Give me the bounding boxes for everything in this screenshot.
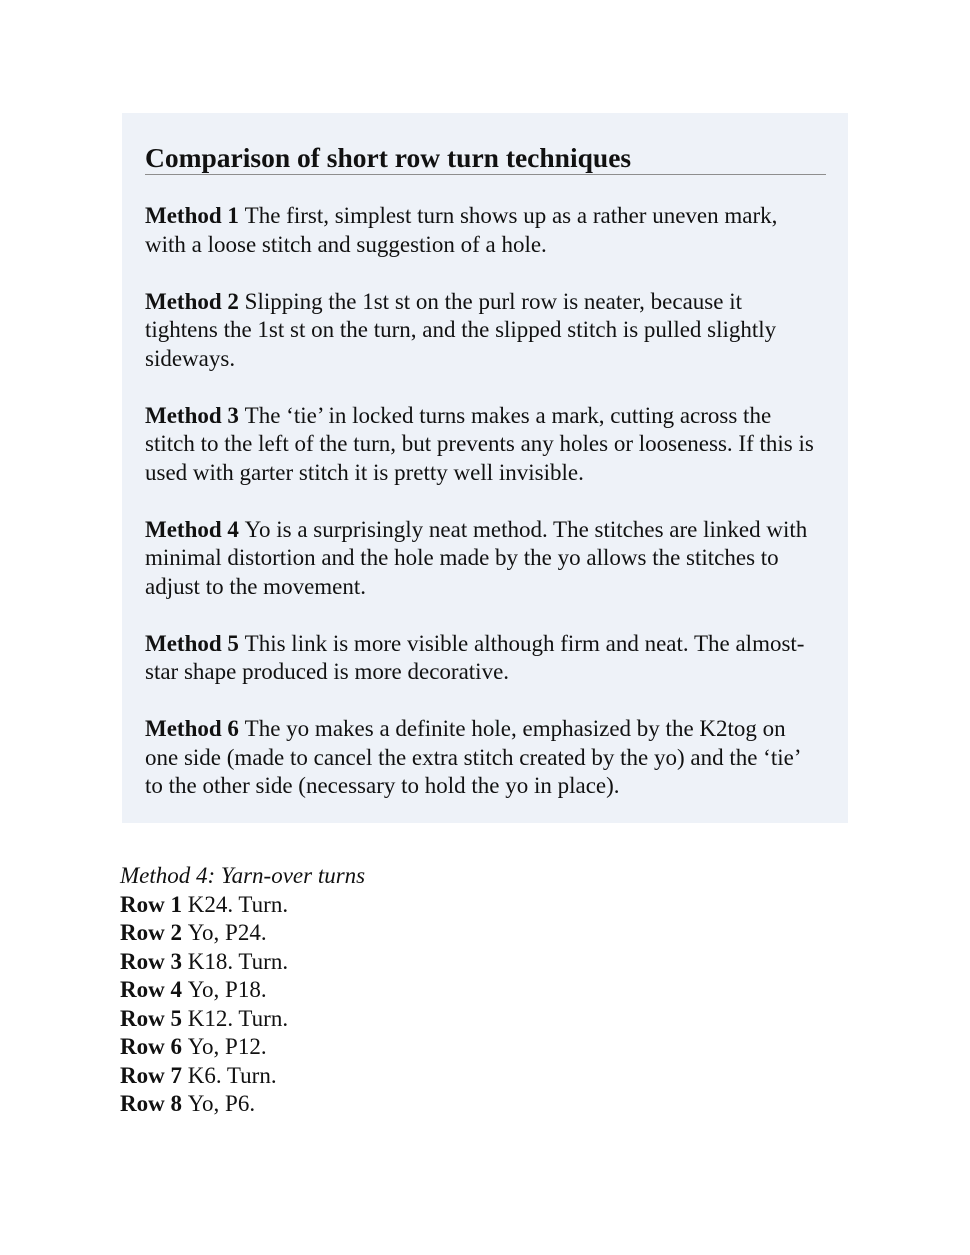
row-instruction: Yo, P12.: [187, 1034, 267, 1059]
method-label: Method 2: [145, 288, 239, 314]
method-text: The ‘tie’ in locked turns makes a mark, cutting across the: [244, 402, 772, 428]
row-label: Row 5: [120, 1005, 182, 1031]
method-label: Method 1: [145, 203, 239, 228]
method-text: Slipping the 1st st on the purl row is neater, because it: [244, 288, 742, 314]
row-instruction: K12. Turn.: [187, 1005, 289, 1031]
row-instruction: Yo, P18.: [187, 977, 267, 1002]
row-label: Row 6: [120, 1034, 182, 1059]
method-line: [145, 630, 826, 659]
row-label: Row 8: [120, 1091, 182, 1116]
row-instruction: K6. Turn.: [187, 1062, 277, 1088]
row-instruction: Yo, P6.: [187, 1091, 256, 1116]
method-5: [145, 630, 826, 687]
pattern-row: [120, 1005, 365, 1034]
pattern-row: [120, 1033, 365, 1062]
method-line: tightens the 1st st on the turn, and the slipped stitch is pulled slightly: [145, 317, 777, 342]
methods-list: [145, 202, 826, 801]
method-1: [145, 202, 826, 259]
row-instruction: K18. Turn.: [187, 948, 289, 974]
method-label: Method 5: [145, 630, 239, 656]
method-line: star shape produced is more decorative.: [145, 659, 510, 684]
row-instruction: Yo, P24.: [187, 920, 267, 945]
method-label: Method 6: [145, 716, 239, 741]
pattern-row: [120, 919, 365, 948]
pattern-row: [120, 976, 365, 1005]
row-instruction: K24. Turn.: [187, 891, 289, 917]
row-label: Row 2: [120, 920, 182, 945]
method-2: [145, 288, 826, 374]
method-label: Method 3: [145, 402, 239, 428]
method-line: minimal distortion and the hole made by the yo allows the stitches to: [145, 545, 779, 570]
method-line: one side (made to cancel the extra stitch created by the yo) and the ‘tie’: [145, 744, 802, 770]
pattern-row: [120, 891, 365, 920]
row-label: Row 7: [120, 1062, 182, 1088]
method-line: [145, 288, 826, 317]
method-3: [145, 402, 826, 488]
method-line: with a loose stitch and suggestion of a hole.: [145, 231, 547, 257]
pattern-row: [120, 948, 365, 977]
pattern-heading: Method 4: Yarn-over turns: [120, 863, 366, 888]
pattern-row: [120, 1062, 365, 1091]
method-text: The first, simplest turn shows up as a rather uneven mark,: [244, 203, 778, 228]
comparison-box: [122, 113, 848, 823]
method-label: Method 4: [145, 516, 239, 542]
box-title: Comparison of short row turn techniques: [145, 141, 826, 175]
row-label: Row 1: [120, 891, 182, 917]
method-line: to the other side (necessary to hold the yo in place).: [145, 773, 620, 798]
method-line: [145, 516, 826, 545]
row-label: Row 4: [120, 977, 182, 1002]
row-label: Row 3: [120, 948, 182, 974]
pattern-row: [120, 1090, 365, 1119]
method-line: [145, 715, 826, 744]
method-text: Yo is a surprisingly neat method. The stitches are linked with: [244, 516, 808, 542]
method-text: The yo makes a definite hole, emphasized by the K2tog on: [244, 716, 786, 741]
method-4: [145, 516, 826, 602]
method-line: [145, 202, 826, 231]
method-line: used with garter stitch it is pretty well invisible.: [145, 459, 584, 485]
method-line: stitch to the left of the turn, but prevents any holes or looseness. If this is: [145, 431, 814, 456]
method-line: adjust to the movement.: [145, 573, 367, 599]
method-line: sideways.: [145, 345, 236, 371]
method-6: [145, 715, 826, 801]
method-line: [145, 402, 826, 431]
method-text: This link is more visible although firm and neat. The almost-: [244, 630, 805, 656]
pattern-section: [120, 862, 365, 1119]
